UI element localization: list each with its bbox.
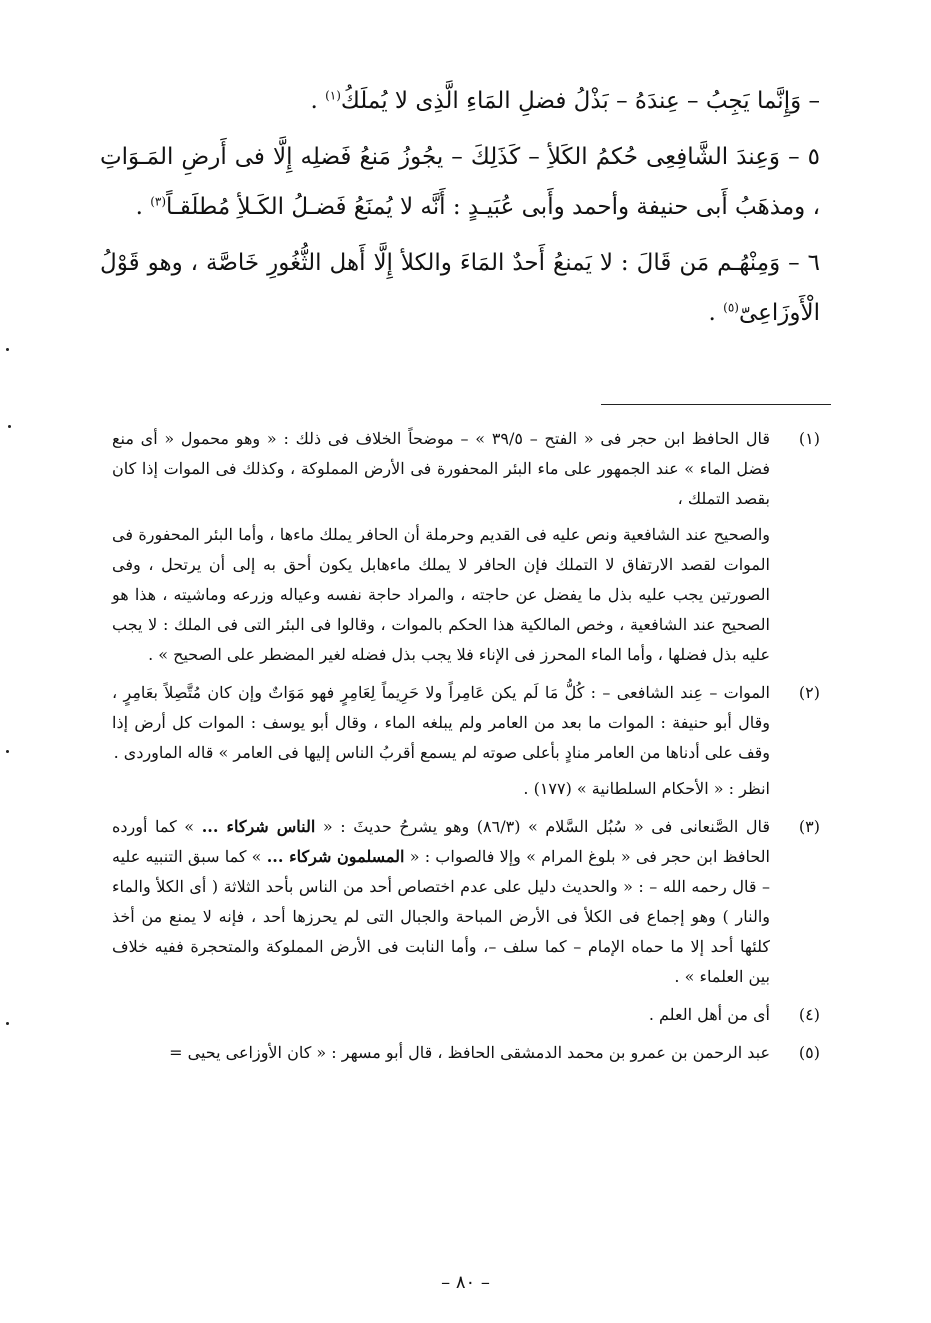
footnote-body bbox=[112, 1038, 770, 1068]
footnote-paragraph: الموات – عِند الشافعى – : كُلُّ مَا لَم يكن عَامِراً ولا حَرِيماً لِعَامِرٍ فهو مَوَاتٌ وإن كان مُتَّصِلاً بعَامِرٍ ، وقال أبو حنيفة : الموات ما بعد من العامر ولم يبلغه الماء ، وقال أبو يوسف : الموات كل أرض إذا وقف على أدناها من العامر منادٍ بأعلى صوته لم يسمع أقربُ الناس إليها فى العامر » قاله الماوردى . bbox=[112, 683, 770, 762]
footnote-number: (٤) bbox=[798, 1005, 820, 1024]
footnote-number: (٥) bbox=[798, 1043, 820, 1062]
footnote-number: (١) bbox=[798, 429, 820, 448]
footnote bbox=[112, 424, 820, 670]
footnote-paragraph: انظر : « الأحكام السلطانية » (١٧٧) . bbox=[523, 779, 770, 798]
footnote-body bbox=[112, 424, 770, 670]
hadith-phrase: الناس شركاء ... bbox=[201, 817, 316, 836]
footnote-ref[interactable]: (١) bbox=[325, 88, 341, 103]
hadith-phrase: المسلمون شركاء ... bbox=[266, 847, 405, 866]
footnote-paragraph: قال الصَّنعانى فى « سُبُل السَّلام » (٨٦/٣) وهو يشرحُ حديثَ : « الناس شركاء ... » كما أورده الحافظ ابن حجر فى « بلوغ المرام » وإلا فالصواب : « المسلمون شركاء ... » كما سبق التنبيه عليه – قال رحمه الله – : « والحديث دليل على عدم اختصاص أحد من الناس بأحد الثلاثة ( أى الكلأ والماء والنار ) وهو إجماع فى الكلأ فى الأرض المباحة والجبال التى لم يحرزها أحد ، فإنه لا يمنع من أخذ كلئها أحد إلا ما حماه الإمام – كما سلف –، وأما النابت فى الأرض المملوكة والمتحجرة ففيه خلاف بين العلماء » . bbox=[112, 817, 771, 986]
footnote-paragraph: أى من أهل العلم . bbox=[648, 1005, 770, 1024]
footnote bbox=[112, 812, 820, 992]
footnote-ref[interactable]: (٣) bbox=[150, 194, 167, 209]
footnote bbox=[112, 1000, 820, 1030]
main-paragraph: ٥ – وَعِندَ الشَّافِعِى حُكمُ الكَلأِ – كَذَلِكَ – يجُوزُ مَنعُ فَضلِه إِلَّا فى أَرضِ المَـوَاتِ ، ومذهَبُ أَبى حنيفة وأحمد وأَبى عُبَيـدٍ : أَنَّه لا يُمنَعُ فَضـلُ الكَـلأِ مُطلَقـاً$^{(٣)}$ . bbox=[100, 144, 820, 220]
scan-speck bbox=[6, 750, 9, 753]
footnote-number: (٢) bbox=[798, 683, 820, 702]
footnotes bbox=[112, 424, 820, 1068]
footnote-paragraph: عبد الرحمن بن عمرو بن محمد الدمشقى الحافظ ، قال أبو مسهر : « كان الأوزاعى يحيى = bbox=[169, 1043, 770, 1062]
scan-speck bbox=[8, 425, 11, 428]
main-paragraph: – وَإِنَّما يَجِبُ – عِندَهُ – بَذْلُ فضلِ المَاءِ الَّذِى لا يُملَكُ$^{(١)}$ . bbox=[310, 88, 820, 114]
footnote-ref[interactable]: (٥) bbox=[723, 300, 739, 315]
page-number: – ٨٠ – bbox=[441, 1272, 490, 1293]
footnote bbox=[112, 678, 820, 804]
footnote bbox=[112, 1038, 820, 1068]
main-paragraph: ٦ – وَمِنْهُـم مَن قَالَ : لا يَمنعُ أَحدٌ المَاءَ والكلأ إِلَّا أَهل الثُّغُورِ خَاصَّة ، وهو قَوْلُ الْأَوزَاعِىّ$^{(٥)}$ . bbox=[100, 250, 820, 326]
footnote-body bbox=[112, 812, 770, 992]
footnote-paragraph: قال الحافظ ابن حجر فى « الفتح – ٣٩/٥ » – موضحاً الخلاف فى ذلك : « وهو محمول « أى منع فضل الماء » عند الجمهور على ماء البئر المحفورة فى الأرض المملوكة ، وكذلك فى الموات إذا كان بقصد التملك ، bbox=[112, 429, 770, 508]
scan-speck bbox=[6, 1022, 9, 1025]
main-text bbox=[100, 76, 820, 338]
footnote-separator bbox=[601, 404, 831, 405]
footnote-number: (٣) bbox=[798, 817, 820, 836]
footnote-body bbox=[112, 678, 770, 804]
footnote-body bbox=[112, 1000, 770, 1030]
scan-speck bbox=[6, 348, 9, 351]
footnote-paragraph: والصحيح عند الشافعية ونص عليه فى القديم وحرملة أن الحافر يملك ماءها ، وأما البئر المحفورة فى الموات لقصد الارتفاق لا التملك فإن الحافر لا يملك ماءهابل يكون أحق به إلى أن يرتحل ، وفى الصورتين يجب عليه بذل ما يفضل عن حاجته ، والمراد حاجة نفسه وعياله وزرعه وماشيته ، هذا هو الصحيح عند الشافعية ، وخص المالكية هذا الحكم بالموات ، وقالوا فى البئر التى فى الملك : لا يجب عليه بذل فضلها ، وأما الماء المحرز فى الإناء فلا يجب بذل فضله لغير المضطر على الصحيح » . bbox=[112, 525, 770, 664]
